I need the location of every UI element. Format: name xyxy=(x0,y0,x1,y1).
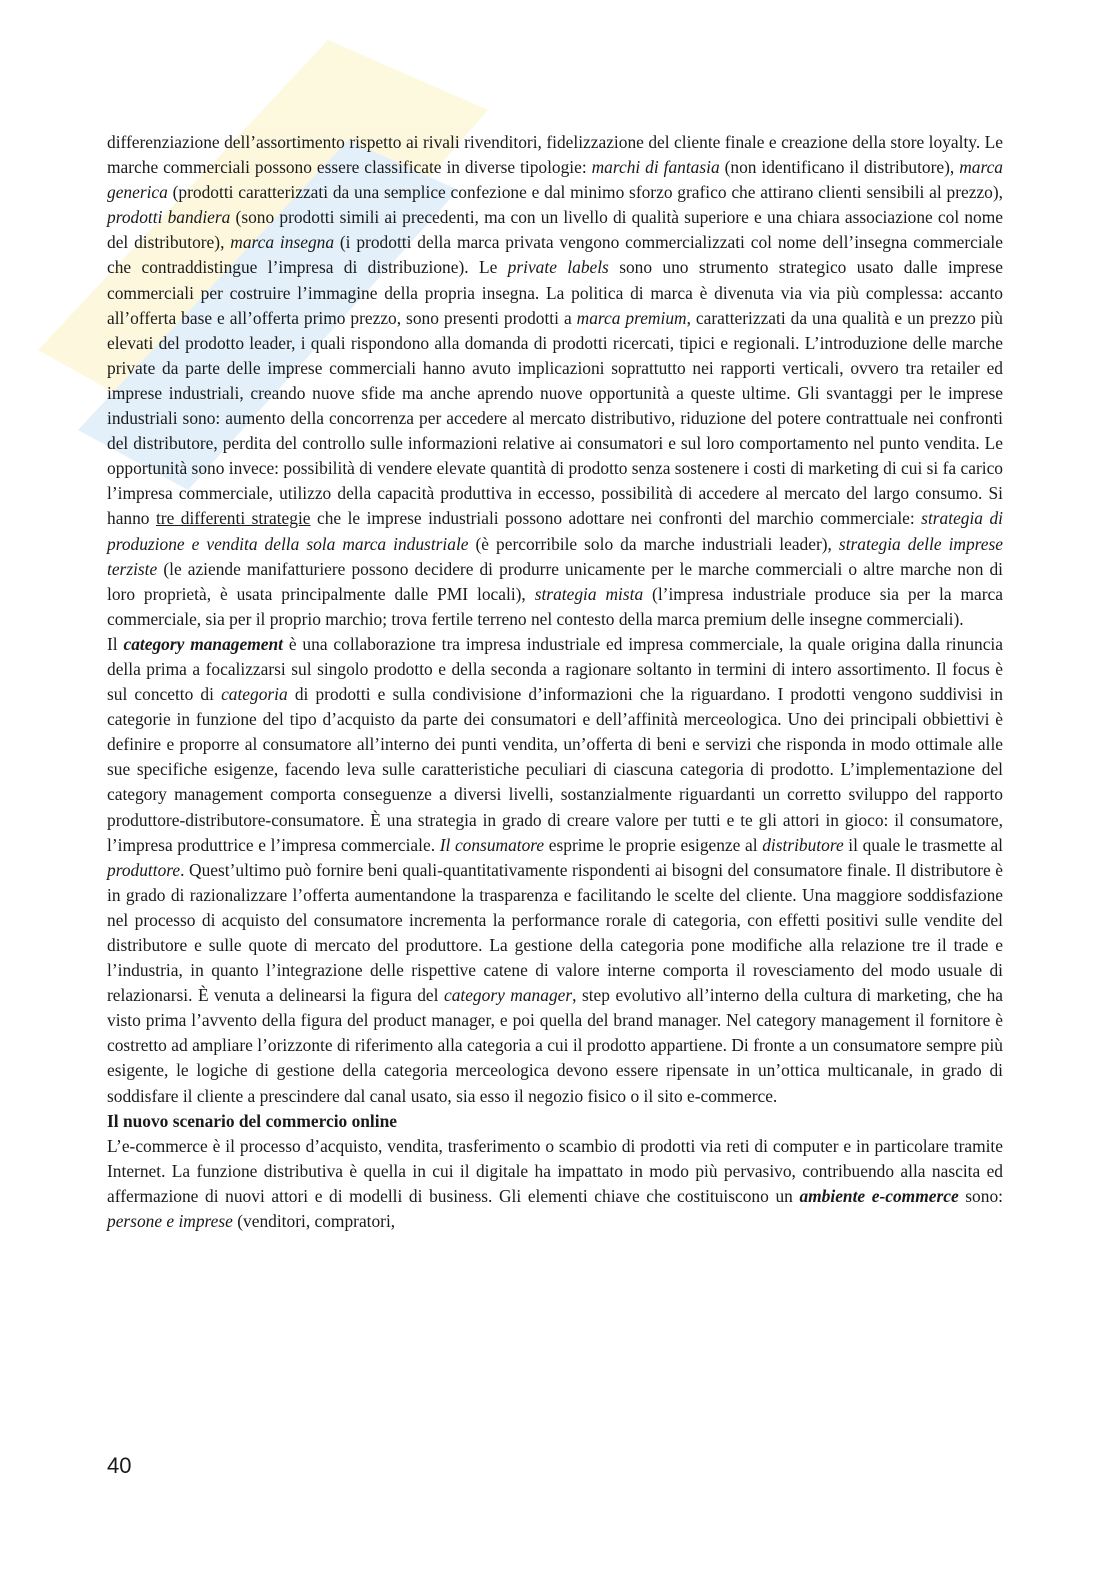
italic-term: marca premium xyxy=(576,307,687,328)
text-run: (non identificano il distributore), xyxy=(719,157,960,178)
text-run: (venditori, compratori, xyxy=(232,1211,396,1232)
text-run: . Quest’ultimo può fornire beni quali-quantitativamente rispondenti ai bisogni del consumatore finale. Il distributore è in grado di razionalizzare l’offerta aumentandone la trasparenza e facilitando le scelte del cliente. Una maggiore soddisfazione nel processo di acquisto del consumatore incrementa la performance rorale di categoria, con effetti positivi sulle vendite del distributore e sulle quote di mercato del produttore. La gestione della categoria pone modifiche alla relazione tre il trade e l’industria, in quanto l’integrazione delle rispettive catene di valore interne comporta il rovesciamento del modo usuale di relazionarsi. È venuta a delinearsi la figura del xyxy=(107,859,1003,1006)
text-run: sono uno strumento strategico usato dalle imprese commerciali per costruire l’immagine della propria insegna. La politica di marca è divenuta via via più complessa: accanto all’offerta base e all’offerta primo prezzo, sono presenti prodotti a xyxy=(107,257,1003,328)
page-number: 40 xyxy=(107,1453,132,1478)
text-run: (sono prodotti simili ai precedenti, ma con un livello di qualità superiore e una chiara associazione col nome del distributore), xyxy=(107,207,1003,253)
text-run: (l’impresa industriale produce sia per la marca commerciale, sia per il proprio marchio; trova fertile terreno nel contesto della marca premium delle insegne commerciali). xyxy=(107,583,1003,629)
italic-term: category manager xyxy=(443,985,573,1006)
italic-term: persone e imprese xyxy=(107,1211,233,1232)
italic-term: marchi di fantasia xyxy=(591,157,720,178)
italic-term: distributore xyxy=(762,834,844,855)
italic-term: marca insegna xyxy=(230,232,335,253)
page-body xyxy=(107,130,1003,1234)
italic-term: prodotti bandiera xyxy=(107,207,231,228)
text-run: , caratterizzati da una qualità e un prezzo più elevati del prodotto leader, i quali rispondono alla domanda di prodotti ricercati, tipici e regionali. L’introduzione delle marche private da parte delle imprese commerciali hanno avuto implicazioni soprattutto nei rapporti verticali, ovvero tra retailer ed imprese industriali, creando nuove sfide ma anche aprendo nuove opportunità a queste ultime. Gli svantaggi per le imprese industriali sono: aumento della concorrenza per accedere al mercato distributivo, riduzione del potere contrattuale nei confronti del distributore, perdita del controllo sulle informazioni relative ai consumatori e sul loro comportamento nel punto vendita. Le opportunità sono invece: possibilità di vendere elevate quantità di prodotto senza sostenere i costi di marketing di cui si fa carico l’impresa commerciale, utilizzo della capacità produttiva in eccesso, possibilità di accedere al mercato del largo consumo. Si hanno xyxy=(107,307,1003,529)
underlined-text: tre differenti strategie xyxy=(155,508,311,529)
section-heading xyxy=(107,1109,1003,1134)
body-paragraph xyxy=(107,1134,1003,1234)
italic-term: produttore xyxy=(107,859,181,880)
text-run: che le imprese industriali possono adottare nei confronti del marchio commerciale: xyxy=(310,508,922,529)
body-paragraph xyxy=(107,130,1003,632)
text-run: (prodotti caratterizzati da una semplice confezione e dal minimo sforzo grafico che attirano clienti sensibili al prezzo), xyxy=(167,182,1003,203)
text-run: (le aziende manifatturiere possono decidere di produrre unicamente per le marche commerciali o altre marche non di loro proprietà, è usata principalmente dalle PMI locali), xyxy=(107,558,1003,604)
text-run: di prodotti e sulla condivisione d’informazioni che la riguardano. I prodotti vengono suddivisi in categorie in funzione del tipo d’acquisto da parte dei consumatori e dell’affinità merceologica. Uno dei principali obbiettivi è definire e proporre al consumatore all’interno dei punti vendita, un’offerta di beni e servizi che risponda in modo ottimale alle sue specifiche esigenze, facendo leva sulle caratteristiche peculiari di ciascuna categoria di prodotto. L’implementazione del category management comporta conseguenze a diversi livelli, sostanzialmente riguardanti un corretto sviluppo del rapporto produttore-distributore-consumatore. È una strategia in grado di creare valore per tutti e te gli attori in gioco: il consumatore, l’impresa produttrice e l’impresa commerciale. xyxy=(107,684,1004,855)
text-run: Il nuovo scenario del commercio online xyxy=(107,1110,397,1131)
key-term: ambiente e-commerce xyxy=(799,1185,959,1206)
italic-term: categoria xyxy=(221,684,288,705)
text-run: (i prodotti della marca privata vengono commercializzati col nome dell’insegna commerciale che contraddistingue l’impresa di distribuzione). Le xyxy=(107,232,1003,278)
text-run: sono: xyxy=(958,1185,1003,1206)
italic-term: strategia mista xyxy=(534,583,644,604)
text-run: differenziazione dell’assortimento rispetto ai rivali rivenditori, fidelizzazione del cliente finale e creazione della store loyalty. Le marche commerciali possono essere classificate in diverse tipologie: xyxy=(107,132,1003,178)
key-term: category management xyxy=(123,633,283,654)
text-run: L’e-commerce è il processo d’acquisto, vendita, trasferimento o scambio di prodotti via reti di computer e in particolare tramite Internet. La funzione distributiva è quella in cui il digitale ha impattato in modo più pervasivo, contribuendo alla nascita ed affermazione di nuovi attori e di modelli di business. Gli elementi chiave che costituiscono un xyxy=(107,1135,1003,1206)
text-run: Il xyxy=(107,633,124,654)
text-run: , step evolutivo all’interno della cultura di marketing, che ha visto prima l’avvento della figura del product manager, e poi quella del brand manager. Nel category management il fornitore è costretto ad ampliare l’orizzonte di riferimento alla categoria a cui il prodotto appartiene. Di fronte a un consumatore sempre più esigente, le logiche di gestione della categoria merceologica devono essere ripensate in un’ottica multicanale, in grado di soddisfare il cliente a prescindere dal canal usato, sia esso il negozio fisico o il sito e-commerce. xyxy=(107,985,1003,1106)
text-run: esprime le proprie esigenze al xyxy=(544,834,763,855)
italic-term: strategia di produzione e vendita della sola marca industriale xyxy=(107,508,1003,554)
italic-term: private labels xyxy=(507,257,609,278)
text-run: (è percorribile solo da marche industriali leader), xyxy=(468,533,839,554)
body-paragraph xyxy=(107,632,1003,1109)
text-run: è una collaborazione tra impresa industriale ed impresa commerciale, la quale origina dalla rinuncia della prima a focalizzarsi sul singolo prodotto e della seconda a ragionare soltanto in termini di intero assortimento. Il focus è sul concetto di xyxy=(107,633,1003,705)
italic-term: Il consumatore xyxy=(439,834,545,855)
text-run: il quale le trasmette al xyxy=(843,834,1004,855)
italic-term: strategia delle imprese terziste xyxy=(107,533,1003,579)
italic-term: marca generica xyxy=(107,157,1003,203)
